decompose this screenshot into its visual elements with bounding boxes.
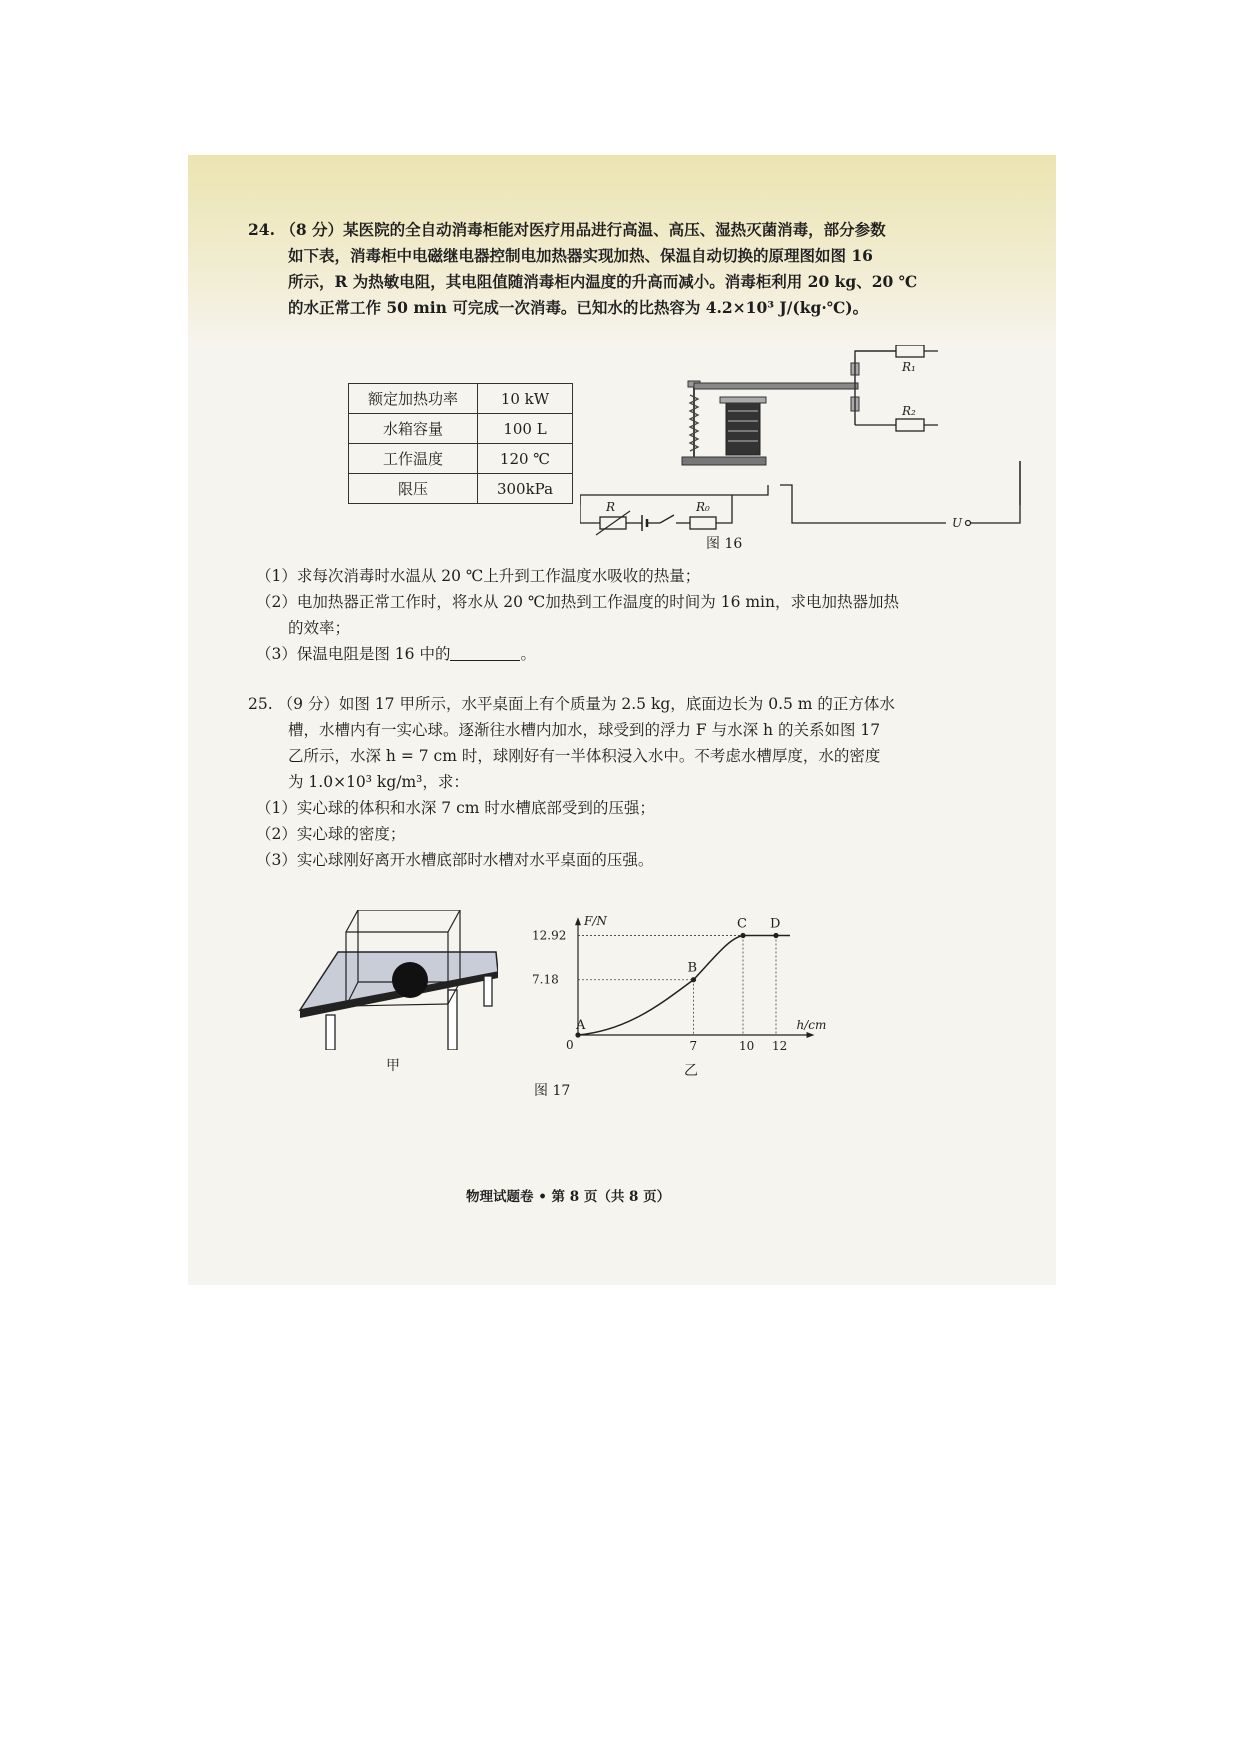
q24-line2: 如下表，消毒柜中电磁继电器控制电加热器实现加热、保温自动切换的原理图如图 16 [288, 246, 873, 265]
fig16-caption: 图 16 [706, 536, 743, 552]
data-point [773, 933, 778, 938]
switch-icon [660, 515, 674, 523]
y-tick-label: 12.92 [532, 928, 567, 943]
q24-sub2b: 的效率； [288, 619, 351, 637]
q25-sub3: （3）实心球刚好离开水槽底部时水槽对水平桌面的压强。 [256, 851, 654, 869]
q25-line2: 槽，水槽内有一实心球。逐渐往水槽内加水，球受到的浮力 F 与水深 h 的关系如图 17 [288, 721, 881, 739]
point-label: B [687, 960, 698, 976]
exam-sheet [188, 155, 1056, 1285]
q25-line1 [248, 691, 895, 717]
x-axis-label: h/cm [796, 1018, 827, 1032]
q24-sub3 [256, 641, 536, 667]
q24-sub3-text: （3）保温电阻是图 16 中的 [256, 645, 451, 663]
r0-resistor [690, 517, 716, 529]
x-tick-label: 12 [772, 1039, 788, 1053]
r1-label: R₁ [902, 360, 916, 374]
fig17-right-label: 乙 [684, 1063, 698, 1079]
u-label: U [952, 516, 963, 530]
x-axis-arrow [807, 1032, 815, 1038]
table-leg [484, 976, 492, 1006]
q25-number: 25. [248, 695, 273, 713]
q24-number: 24. [248, 220, 275, 239]
point-label: A [576, 1018, 586, 1033]
q25-sub1: （1）实心球的体积和水深 7 cm 时水槽底部受到的压强； [256, 799, 655, 817]
q24-sub1: （1）求每次消毒时水温从 20 ℃上升到工作温度水吸收的热量； [256, 567, 701, 585]
y-axis-arrow [575, 917, 581, 925]
point-label: D [770, 916, 781, 932]
q24-line3: 所示，R 为热敏电阻，其电阻值随消毒柜内温度的升高而减小。消毒柜利用 20 kg、20 ℃ [288, 272, 918, 291]
q24-line4: 的水正常工作 50 min 可完成一次消毒。已知水的比热容为 4.2×10³ J/(kg·℃)。 [288, 298, 869, 317]
table-leg [326, 1015, 335, 1050]
table-row [349, 384, 573, 414]
r1-resistor [896, 345, 924, 357]
solid-ball [392, 962, 428, 998]
q25-sub2: （2）实心球的密度； [256, 825, 406, 843]
param-key: 水箱容量 [349, 414, 478, 444]
x-tick-label: 10 [739, 1039, 755, 1053]
x-tick-label: 7 [689, 1039, 698, 1053]
q24-sub2a: （2）电加热器正常工作时，将水从 20 ℃加热到工作温度的时间为 16 min，求电加热器加热 [256, 593, 899, 611]
q24-sub3-end: 。 [520, 645, 536, 663]
param-key: 额定加热功率 [349, 384, 478, 414]
r0-label: R₀ [696, 500, 710, 514]
table-row [349, 414, 573, 444]
r2-label: R₂ [902, 404, 916, 418]
q25-points: （9 分） [277, 695, 339, 713]
param-value: 10 kW [478, 384, 573, 414]
point-label: C [737, 916, 747, 932]
origin-label: 0 [566, 1038, 574, 1052]
fig17-caption: 图 17 [534, 1083, 571, 1099]
data-point [575, 1032, 580, 1037]
q25-line3: 乙所示，水深 h = 7 cm 时，球刚好有一半体积浸入水中。不考虑水槽厚度，水的密度 [288, 747, 881, 765]
page-footer: 物理试题卷 • 第 8 页（共 8 页） [466, 1189, 671, 1205]
answer-blank [450, 644, 520, 661]
q24-points: （8 分） [280, 220, 344, 239]
data-point [691, 977, 696, 982]
y-tick-label: 7.18 [532, 972, 559, 987]
q25-text1: 如图 17 甲所示，水平桌面上有个质量为 2.5 kg，底面边长为 0.5 m 的正方体水 [338, 695, 895, 713]
q24-line1 [248, 217, 886, 243]
fig17-left-label: 甲 [386, 1058, 400, 1074]
param-key: 工作温度 [349, 444, 478, 474]
param-table [348, 383, 573, 504]
param-value: 300kPa [478, 474, 573, 504]
param-value: 120 ℃ [478, 444, 573, 474]
q24-text1: 某医院的全自动消毒柜能对医疗用品进行高温、高压、湿热灭菌消毒，部分参数 [343, 220, 886, 239]
control-circuit-diagram [580, 455, 1032, 575]
table-leg [448, 990, 457, 1050]
armature-bar [694, 383, 858, 389]
buoyancy-chart [518, 915, 838, 1065]
electromagnet-coil-icon [726, 401, 760, 455]
series-line [578, 936, 790, 1035]
param-key: 限压 [349, 474, 478, 504]
y-axis-label: F/N [584, 915, 607, 929]
r-label: R [606, 500, 616, 514]
table-row [349, 444, 573, 474]
param-value: 100 L [478, 414, 573, 444]
r2-resistor [896, 419, 924, 431]
data-point [740, 933, 745, 938]
tank-on-table-figure [298, 910, 498, 1050]
q25-line4: 为 1.0×10³ kg/m³，求： [288, 773, 469, 791]
table-row [349, 474, 573, 504]
